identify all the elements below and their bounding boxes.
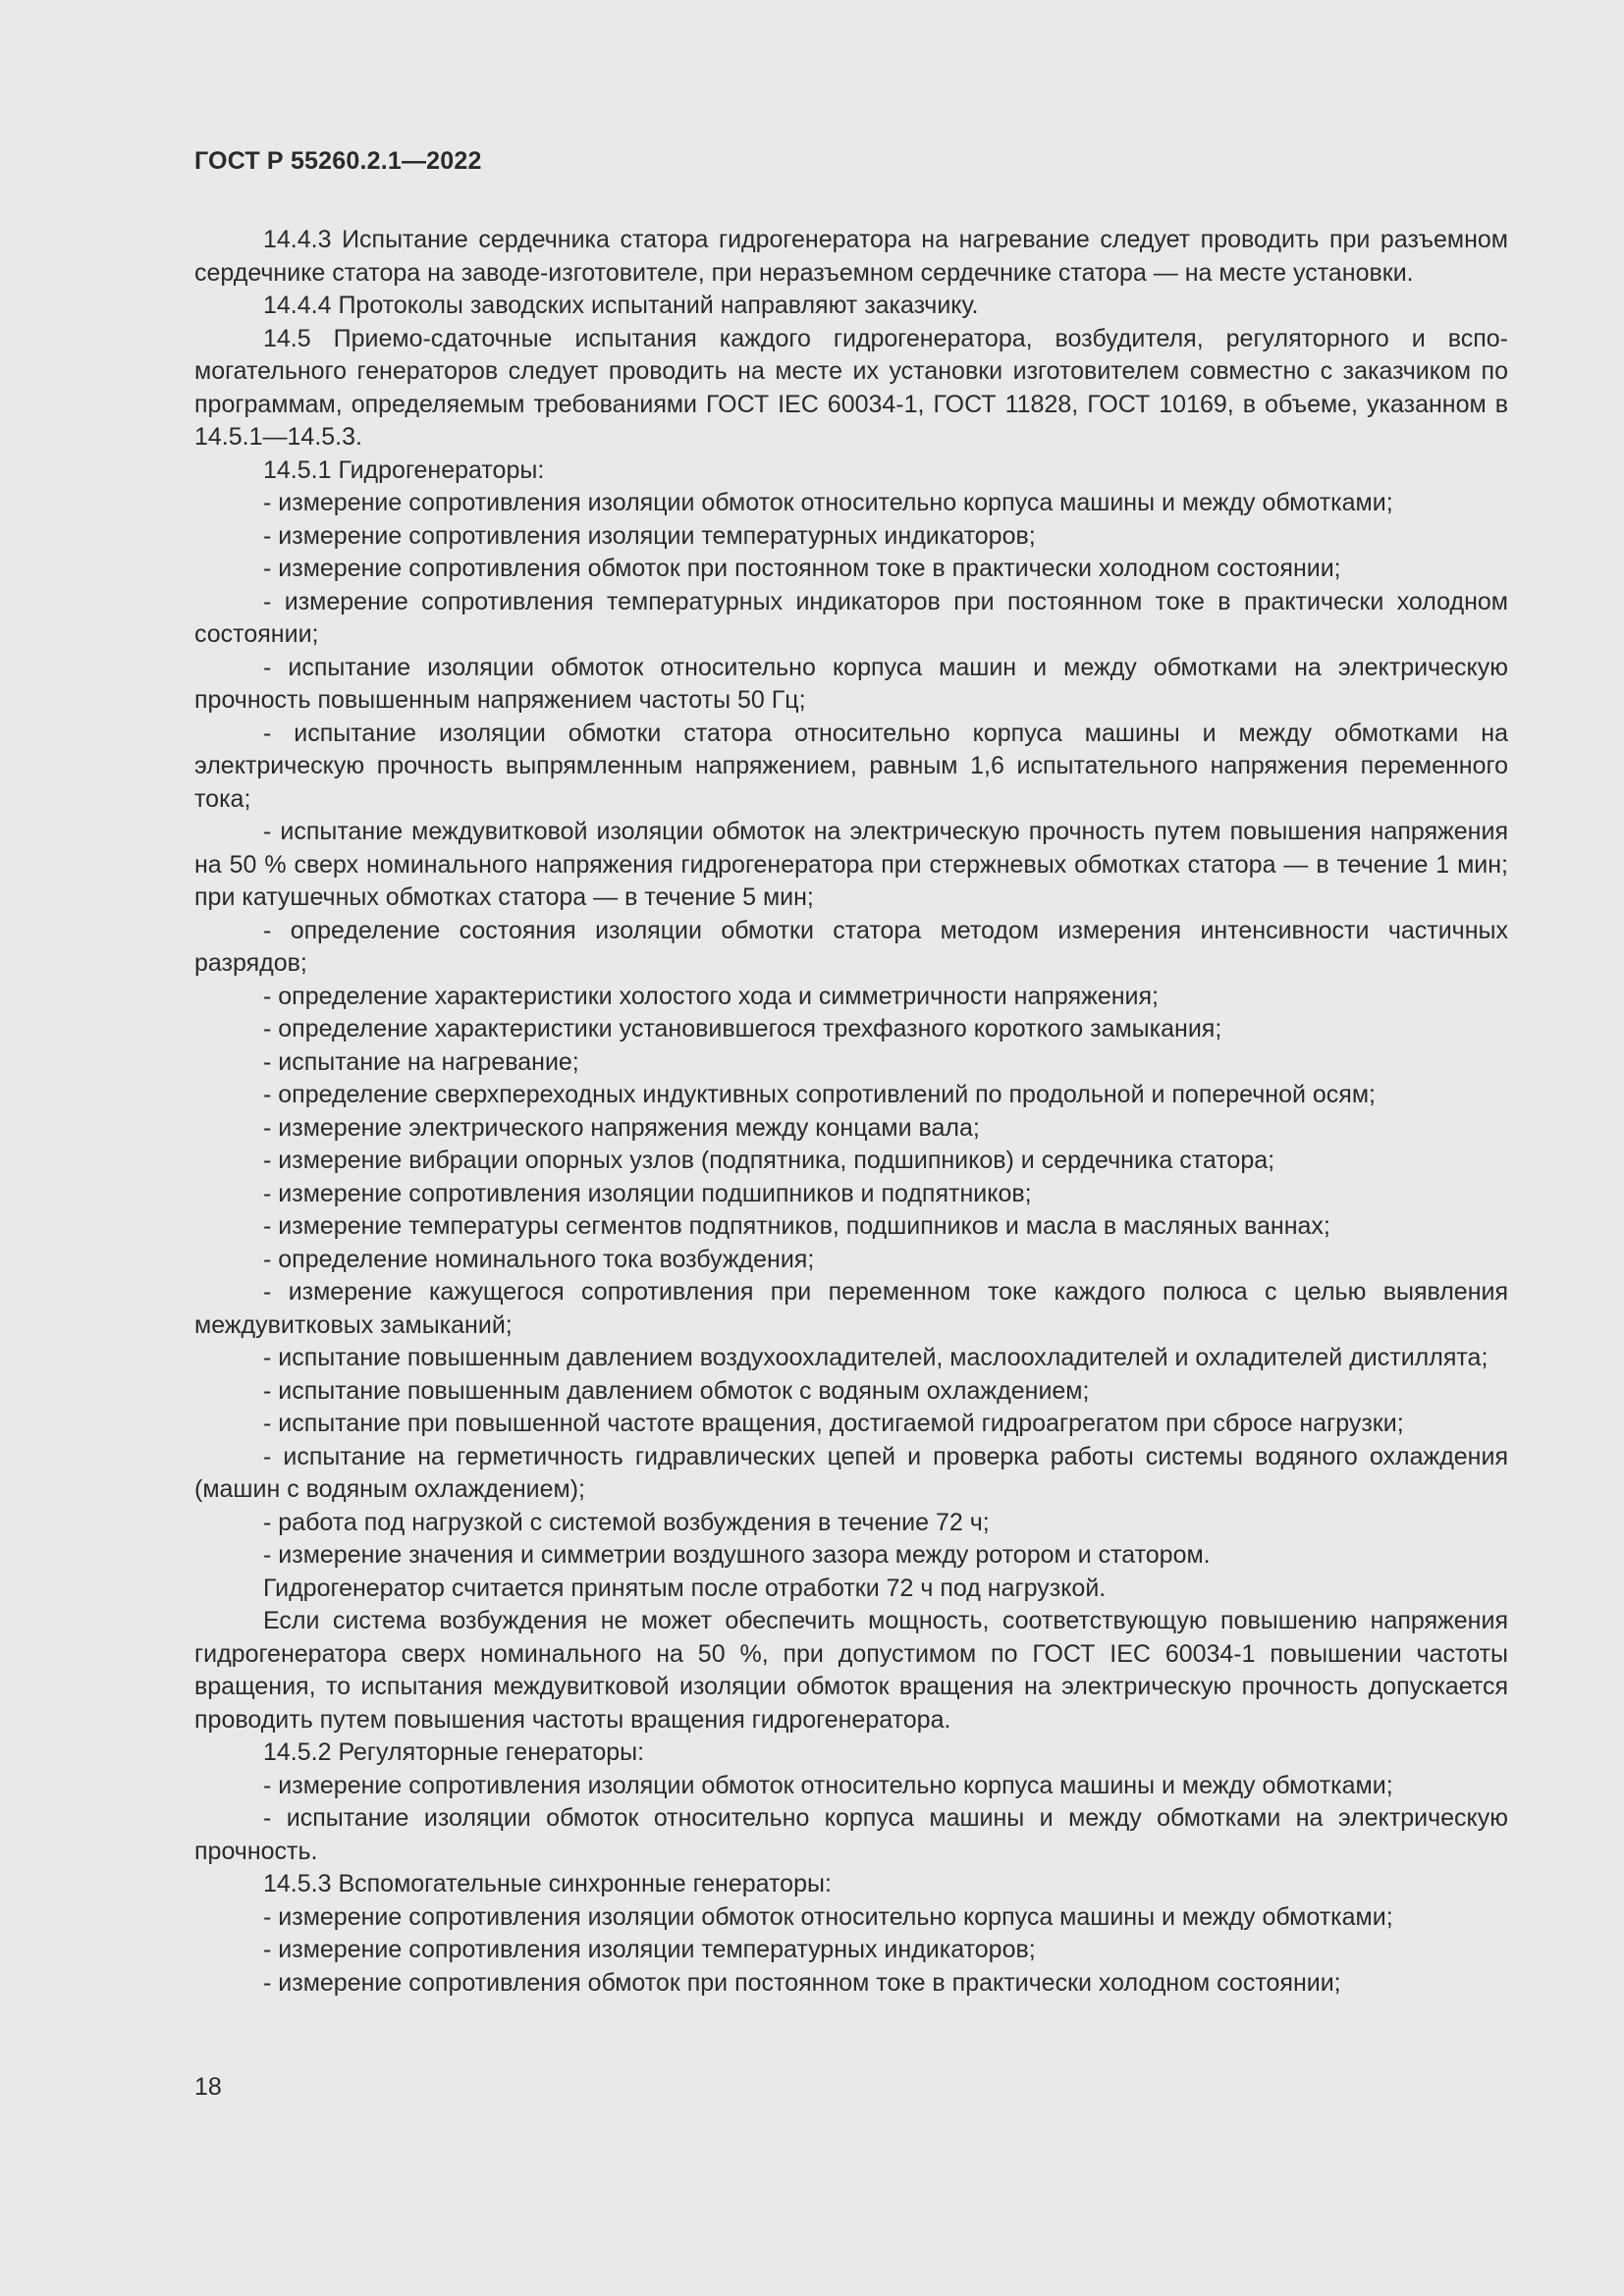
body-paragraph: - испытание на нагревание; [263, 1047, 579, 1076]
body-paragraph: - испытание изоляции обмоток относительно корпуса машины и между обмотками на электрическую прочность. [194, 1804, 1508, 1865]
body-paragraph: - измерение сопротивления изоляции температурных индикаторов; [263, 521, 1036, 550]
body-paragraph: - испытание междувитковой изоляции обмоток на электрическую прочность путем повышения напряжения на 50 % сверх номинального напряжения гидрогенератора при стержневых обмотках статора — в течение 1 мин; при катушечных обмотках статора — в течение 5 мин; [194, 818, 1508, 911]
body-paragraph: - измерение сопротивления обмоток при постоянном токе в практически холодном состоянии; [263, 555, 1341, 582]
body-paragraph: 14.4.4 Протоколы заводских испытаний направляют заказчику. [263, 292, 979, 319]
body-paragraph: - измерение сопротивления изоляции температурных индикаторов; [263, 1936, 1036, 1963]
body-paragraph: - определение характеристики установившегося трехфазного короткого замыкания; [263, 1015, 1222, 1042]
document-header: ГОСТ Р 55260.2.1—2022 [194, 147, 482, 175]
body-paragraph: - измерение сопротивления обмоток при постоянном токе в практически холодном состоянии; [263, 1968, 1341, 1997]
body-paragraph: - определение характеристики холостого хода и симметричности напряжения; [263, 982, 1159, 1010]
body-paragraph: - испытание повышенным давлением обмоток с водяным охлаждением; [263, 1376, 1090, 1405]
body-paragraph: - измерение сопротивления изоляции подшипников и подпятников; [263, 1179, 1032, 1207]
body-paragraph: - измерение сопротивления изоляции обмоток относительно корпуса машины и между обмотками; [263, 489, 1393, 516]
body-paragraph: - определение сверхпереходных индуктивных сопротивлений по продольной и поперечной осям; [263, 1081, 1376, 1108]
body-paragraph: - определение номинального тока возбуждения; [263, 1245, 815, 1273]
body-paragraph: - испытание повышенным давлением воздухоохладителей, маслоохладителей и охладителей дистиллята; [263, 1344, 1489, 1371]
body-paragraph: - измерение значения и симметрии воздушного зазора между ротором и статором. [263, 1541, 1211, 1569]
body-paragraph: - измерение кажущегося сопротивления при переменном токе каждого полюса с целью выявления междувитковых замыканий; [194, 1278, 1508, 1339]
body-paragraph: - испытание на герметичность гидравлических цепей и проверка работы системы водяного охлаждения (машин с водяным охлаждением); [194, 1442, 1508, 1503]
body-paragraph: 14.4.3 Испытание сердечника статора гидрогенератора на нагревание следует проводить при разъемном сердечнике статора на заводе-изготовителе, при неразъемном сердечнике статора — на месте установки. [194, 226, 1508, 287]
body-paragraph: - работа под нагрузкой с системой возбуждения в течение 72 ч; [263, 1508, 990, 1536]
body-paragraph: Гидрогенератор считается принятым после отработки 72 ч под нагрузкой. [263, 1574, 1107, 1602]
body-paragraph: 14.5.3 Вспомогательные синхронные генераторы: [263, 1870, 832, 1897]
body-paragraph: 14.5.2 Регуляторные генераторы: [263, 1738, 645, 1766]
body-paragraph: - испытание при повышенной частоте вращения, достигаемой гидроагрегатом при сбросе нагрузки; [263, 1410, 1404, 1437]
body-paragraph: - измерение электрического напряжения между концами вала; [263, 1113, 980, 1142]
body-paragraph: - испытание изоляции обмоток относительно корпуса машин и между обмотками на электрическую прочность повышенным напряжением частоты 50 Гц; [194, 653, 1508, 714]
document-body [194, 224, 1508, 2000]
body-paragraph: - измерение вибрации опорных узлов (подпятника, подшипников) и сердечника статора; [263, 1147, 1275, 1174]
body-paragraph: 14.5.1 Гидрогенераторы: [263, 455, 545, 484]
body-paragraph: - измерение сопротивления изоляции обмоток относительно корпуса машины и между обмотками; [263, 1771, 1393, 1799]
body-paragraph: - измерение сопротивления изоляции обмоток относительно корпуса машины и между обмотками; [263, 1902, 1393, 1931]
body-paragraph: - измерение сопротивления температурных индикаторов при постоянном токе в практически холодном состоянии; [194, 587, 1508, 648]
body-paragraph: - измерение температуры сегментов подпятников, подшипников и масла в масляных ваннах; [263, 1212, 1330, 1240]
body-paragraph: 14.5 Приемо-сдаточные испытания каждого гидрогенератора, возбудителя, регуляторного и вспомогательного генераторов следует проводить на месте их установки изготовителем совместно с заказчиком по программам, определяемым требованиями ГОСТ IEC 60034-1, ГОСТ 11828, ГОСТ 10169, в объеме, указанном в 14.5.1—14.5.3. [194, 324, 1508, 451]
body-paragraph: - испытание изоляции обмотки статора относительно корпуса машины и между обмотками на электрическую прочность выпрямленным напряжением, равным 1,6 испытательного напряжения переменного тока; [194, 719, 1508, 813]
body-paragraph: Если система возбуждения не может обеспечить мощность, соответствующую повышению напряжения гидрогенератора сверх номинального на 50 %, при допустимом по ГОСТ IEC 60034-1 повышении частоты вращения, то испытания междувитковой изоляции обмоток вращения на электрическую прочность допускается проводить путем повышения частоты вращения гидрогенератора. [194, 1607, 1508, 1734]
page-number: 18 [194, 2073, 222, 2101]
body-paragraph: - определение состояния изоляции обмотки статора методом измерения интенсивности частичных разрядов; [194, 916, 1508, 977]
